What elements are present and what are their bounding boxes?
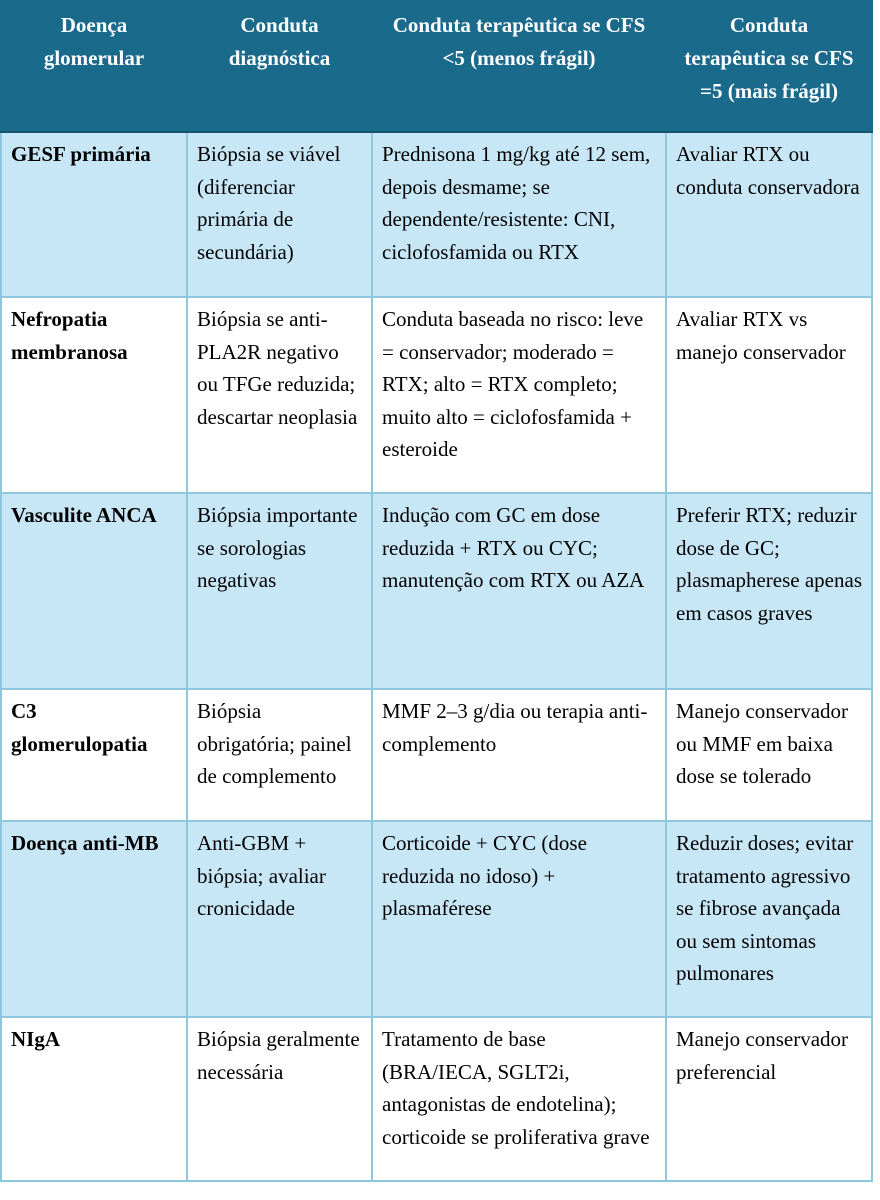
disease-cell: C3 glomerulopatia [1,689,187,821]
therapy-less-frail-cell: Prednisona 1 mg/kg até 12 sem, depois desmame; se dependente/resistente: CNI, ciclofosfamida ou RTX [372,132,666,297]
therapy-less-frail-cell: Indução com GC em dose reduzida + RTX ou CYC; manutenção com RTX ou AZA [372,493,666,689]
table-row [1,689,872,821]
diagnostic-cell: Anti-GBM + biópsia; avaliar cronicidade [187,821,372,1017]
disease-cell: Nefropatia membranosa [1,297,187,493]
table-row [1,493,872,689]
header-diagnostic: Conduta diagnóstica [187,1,372,132]
table-row [1,821,872,1017]
disease-cell: Doença anti-MB [1,821,187,1017]
therapy-less-frail-cell: MMF 2–3 g/dia ou terapia anti-complemento [372,689,666,821]
therapy-less-frail-cell: Tratamento de base (BRA/IECA, SGLT2i, antagonistas de endotelina); corticoide se proliferativa grave [372,1017,666,1181]
therapy-less-frail-cell: Conduta baseada no risco: leve = conservador; moderado = RTX; alto = RTX completo; muito alto = ciclofosfamida + esteroide [372,297,666,493]
table-row [1,132,872,297]
therapy-more-frail-cell: Manejo conservador preferencial [666,1017,872,1181]
disease-cell: Vasculite ANCA [1,493,187,689]
therapy-more-frail-cell: Avaliar RTX vs manejo conservador [666,297,872,493]
therapy-more-frail-cell: Manejo conservador ou MMF em baixa dose se tolerado [666,689,872,821]
therapy-more-frail-cell: Preferir RTX; reduzir dose de GC; plasmapherese apenas em casos graves [666,493,872,689]
diagnostic-cell: Biópsia geralmente necessária [187,1017,372,1181]
header-therapy-more-frail: Conduta terapêutica se CFS =5 (mais frágil) [666,1,872,132]
diagnostic-cell: Biópsia obrigatória; painel de complemento [187,689,372,821]
therapy-less-frail-cell: Corticoide + CYC (dose reduzida no idoso) + plasmaférese [372,821,666,1017]
header-therapy-less-frail: Conduta terapêutica se CFS <5 (menos frágil) [372,1,666,132]
table-header [1,1,872,132]
diagnostic-cell: Biópsia se anti-PLA2R negativo ou TFGe reduzida; descartar neoplasia [187,297,372,493]
diagnostic-cell: Biópsia importante se sorologias negativas [187,493,372,689]
therapy-more-frail-cell: Reduzir doses; evitar tratamento agressivo se fibrose avançada ou sem sintomas pulmonares [666,821,872,1017]
header-disease: Doença glomerular [1,1,187,132]
table-row [1,1017,872,1181]
diagnostic-cell: Biópsia se viável (diferenciar primária de secundária) [187,132,372,297]
disease-cell: GESF primária [1,132,187,297]
disease-cell: NIgA [1,1017,187,1181]
therapy-more-frail-cell: Avaliar RTX ou conduta conservadora [666,132,872,297]
header-row [1,1,872,132]
table-row [1,297,872,493]
